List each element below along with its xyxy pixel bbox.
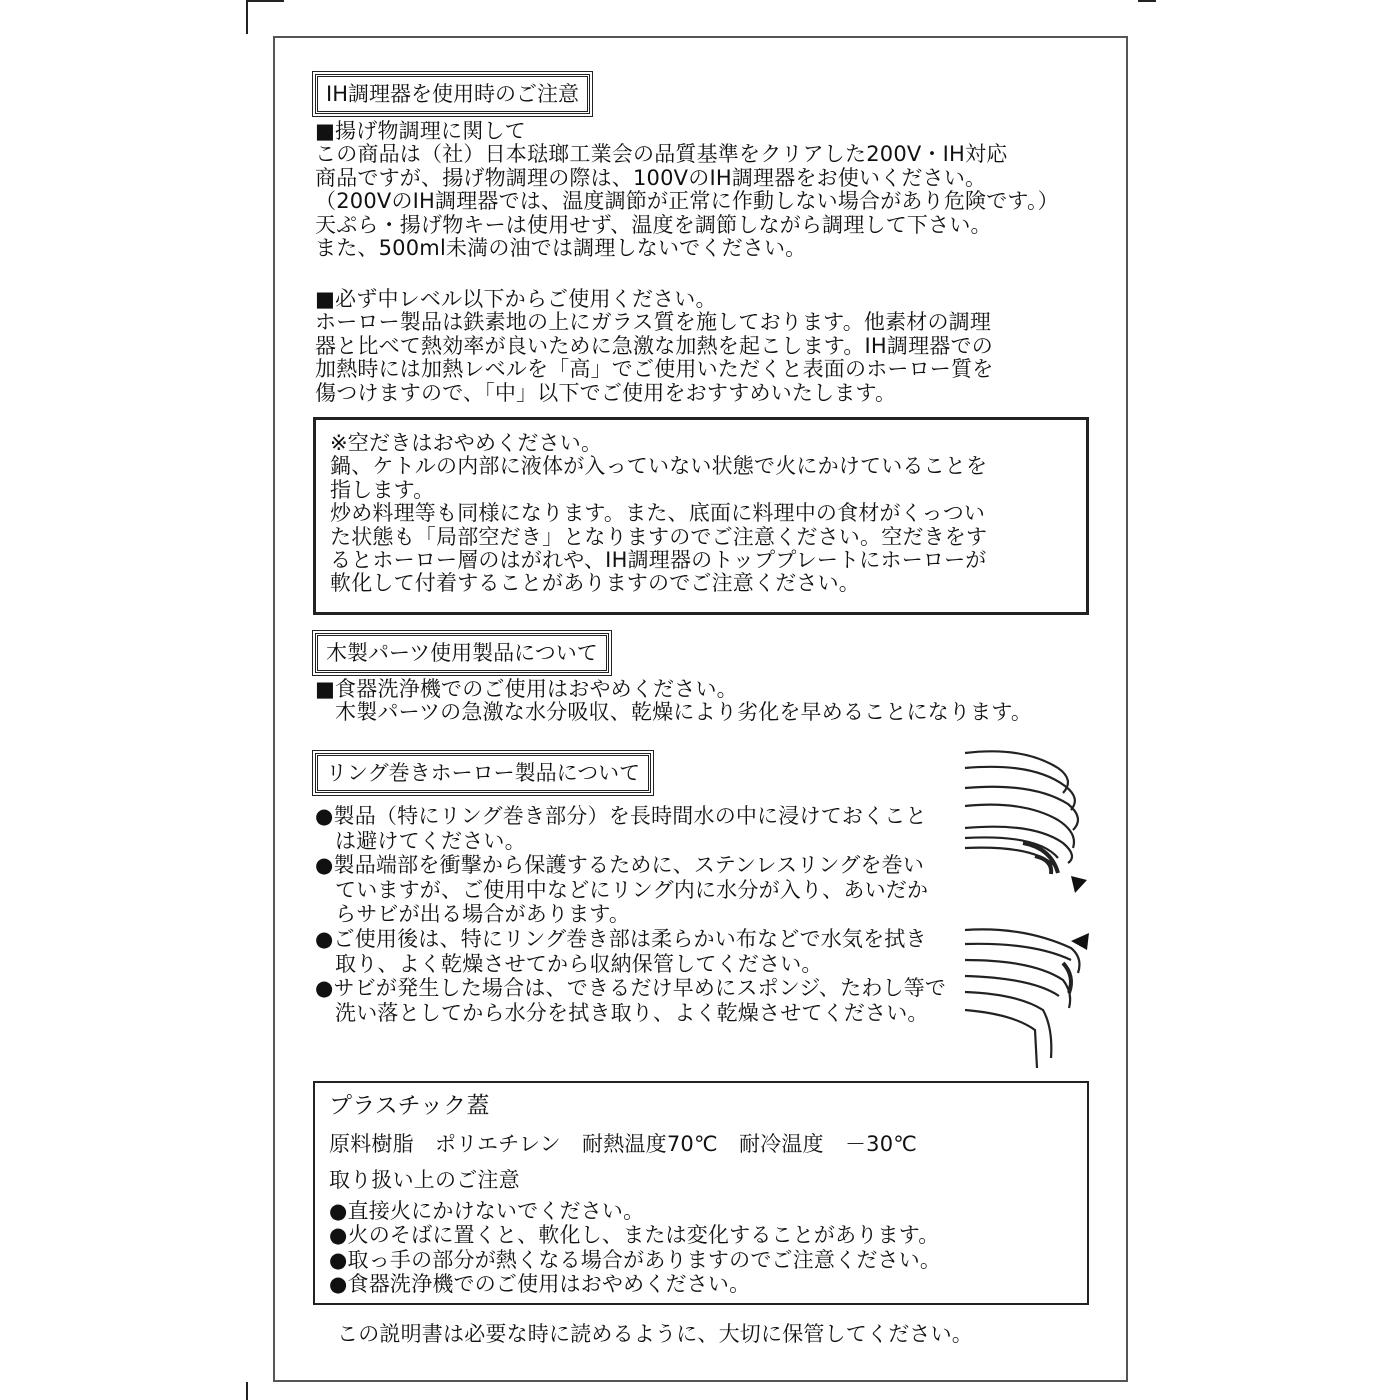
wood-heading: ■食器洗浄機でのご使用はおやめください。 bbox=[315, 677, 738, 701]
fry-line: 天ぷら・揚げ物キーは使用せず、温度を調節しながら調理して下さい。 bbox=[315, 212, 992, 237]
ring-line: ●製品端部を衝撃から保護するために、ステンレスリングを巻い bbox=[315, 853, 925, 878]
plastic-lid-spec: 原料樹脂 ポリエチレン 耐熱温度70℃ 耐冷温度 －30℃ bbox=[329, 1132, 918, 1156]
ring-line: 取り、よく乾燥させてから収納保管してください。 bbox=[335, 951, 823, 976]
ring-section bbox=[315, 804, 946, 1025]
fry-line: 商品ですが、揚げ物調理の際は、100VのIH調理器をお使いください。 bbox=[315, 165, 987, 190]
arrow-marker-lower bbox=[1071, 933, 1089, 950]
caution-item: ●直接火にかけないでください。 bbox=[329, 1199, 645, 1223]
footer-note: この説明書は必要な時に読めるように、大切に保管してください。 bbox=[337, 1322, 973, 1346]
fry-line: （200VのIH調理器では、温度調節が正常に作動しない場合があり危険です。） bbox=[315, 189, 1059, 214]
plastic-lid-caution-heading: 取り扱い上のご注意 bbox=[329, 1168, 520, 1192]
ring-section-header: リング巻きホーロー製品について bbox=[315, 753, 651, 793]
mid-heading: ■必ず中レベル以下からご使用ください。 bbox=[315, 287, 717, 311]
ring-line: ていますが、ご使用中などにリング内に水分が入り、あいだか bbox=[335, 877, 929, 902]
empty-heating-warning-box bbox=[313, 417, 1089, 615]
warning-line: 軟化して付着することがありますのでご注意ください。 bbox=[330, 571, 860, 596]
plastic-lid-caution-list bbox=[329, 1199, 941, 1297]
warning-line: 指します。 bbox=[330, 477, 435, 502]
ih-section-header: IH調理器を使用時のご注意 bbox=[315, 74, 590, 114]
plastic-lid-title: プラスチック蓋 bbox=[329, 1093, 490, 1119]
crop-mark-top-left-h bbox=[248, 0, 284, 2]
mid-line: 器と比べて熱効率が良いために急激な加熱を起こします。IH調理器での bbox=[315, 333, 993, 358]
ring-line: 洗い落としてから水分を拭き取り、よく乾燥させてください。 bbox=[335, 1000, 929, 1025]
ring-line: ●サビが発生した場合は、できるだけ早めにスポンジ、たわし等で bbox=[315, 976, 947, 1001]
ring-line: は避けてください。 bbox=[335, 828, 526, 853]
warning-line: るとホーロー層のはがれや、IH調理器のトッププレートにホーローが bbox=[330, 548, 987, 573]
caution-item: ●取っ手の部分が熱くなる場合がありますのでご注意ください。 bbox=[329, 1247, 942, 1272]
ring-line: らサビが出る場合があります。 bbox=[335, 902, 631, 927]
instruction-sheet bbox=[273, 36, 1128, 1382]
warning-line: 鍋、ケトルの内部に液体が入っていない状態で火にかけていることを bbox=[330, 454, 988, 479]
empty-heating-text bbox=[330, 432, 987, 596]
fry-section bbox=[315, 120, 1059, 260]
fry-line: また、500ml未満の油では調理しないでください。 bbox=[315, 236, 807, 261]
caution-item: ●食器洗浄機でのご使用はおやめください。 bbox=[329, 1272, 751, 1297]
crop-mark-top-right-h bbox=[1138, 0, 1156, 2]
warning-line: た状態も「局部空だき」となりますのでご注意ください。空だきをす bbox=[330, 524, 988, 549]
ring-line: ●製品（特にリング巻き部分）を長時間水の中に浸けておくこと bbox=[315, 804, 927, 828]
fry-heading: ■揚げ物調理に関して bbox=[315, 119, 526, 143]
ring-illustration bbox=[963, 748, 1123, 1073]
mid-line: ホーロー製品は鉄素地の上にガラス質を施しております。他素材の調理 bbox=[315, 310, 992, 335]
crop-mark-top-left-v bbox=[246, 0, 248, 34]
wood-section bbox=[315, 678, 1032, 725]
mid-line: 傷つけますので、「中」以下でご使用をおすすめいたします。 bbox=[315, 380, 897, 405]
mid-line: 加熱時には加熱レベルを「高」でご使用いただくと表面のホーロー質を bbox=[315, 357, 994, 382]
caution-item: ●火のそばに置くと、軟化し、または変化することがあります。 bbox=[329, 1223, 940, 1248]
ring-line: ●ご使用後は、特にリング巻き部は柔らかい布などで水気を拭き bbox=[315, 926, 927, 951]
crop-mark-bottom-left-v bbox=[246, 1382, 248, 1400]
warning-line: ※空だきはおやめください。 bbox=[330, 431, 603, 455]
arrow-marker-upper bbox=[1071, 876, 1087, 893]
plastic-lid-box bbox=[313, 1081, 1089, 1305]
mid-level-section bbox=[315, 288, 993, 405]
wood-section-header: 木製パーツ使用製品について bbox=[315, 633, 609, 673]
fry-line: この商品は（社）日本琺瑯工業会の品質基準をクリアした200V・IH対応 bbox=[315, 142, 1008, 167]
warning-line: 炒め料理等も同様になります。また、底面に料理中の食材がくっつい bbox=[330, 501, 986, 526]
wood-line: 木製パーツの急激な水分吸収、乾燥により劣化を早めることになります。 bbox=[335, 700, 1033, 725]
